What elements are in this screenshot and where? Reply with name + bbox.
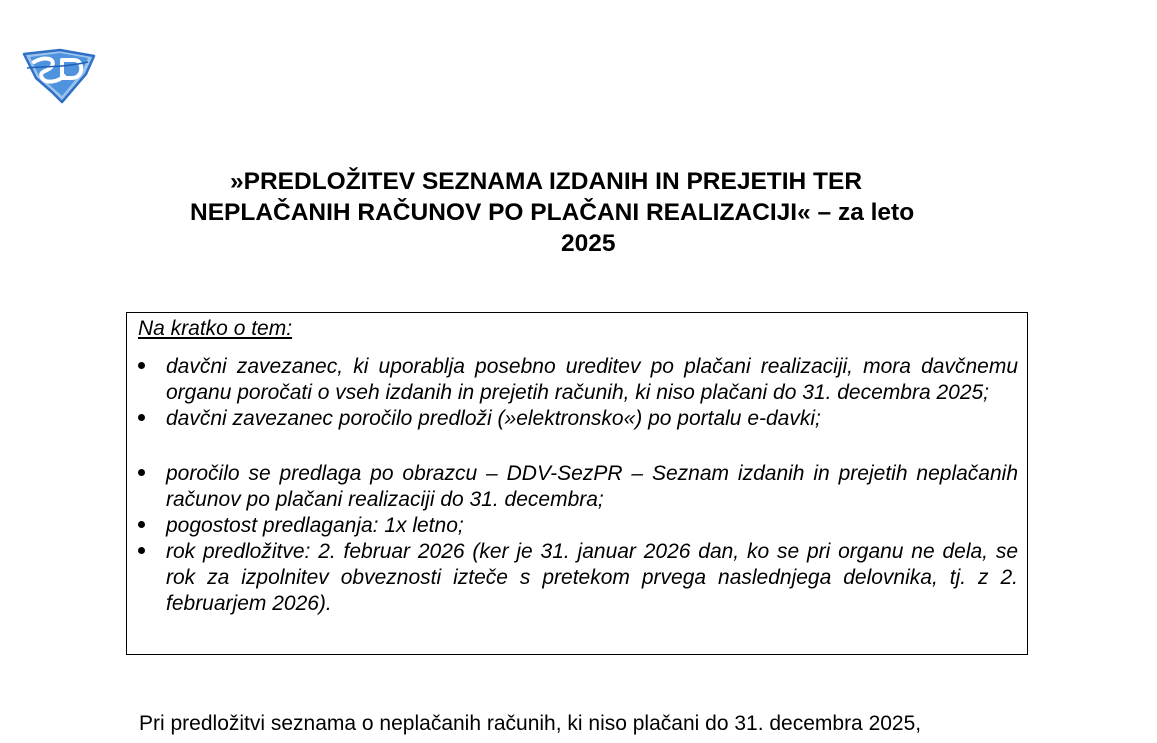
summary-box xyxy=(126,312,1028,655)
summary-list xyxy=(127,354,1027,617)
bullet-icon xyxy=(138,521,145,528)
list-item xyxy=(127,461,1027,513)
company-logo xyxy=(22,48,96,104)
bullet-icon xyxy=(138,469,145,476)
bullet-icon xyxy=(138,414,145,421)
title-line-2: NEPLAČANIH RAČUNOV PO PLAČANI REALIZACIJI« – za leto xyxy=(190,199,915,226)
list-item xyxy=(127,513,1027,539)
list-item xyxy=(127,539,1027,617)
list-item xyxy=(127,354,1027,406)
bullet-icon xyxy=(138,362,145,369)
list-item xyxy=(127,406,1027,432)
list-item-text: rok predložitve: 2. februar 2026 (ker je 31. januar 2026 dan, ko se pri organu ne dela, se rok za izpolnitev obveznosti izteče s pretekom prvega naslednjega delovnika, tj. z 2. februarjem 2026). xyxy=(166,540,1018,615)
sd-shield-logo-icon xyxy=(22,48,96,104)
document-title xyxy=(150,166,1080,259)
title-line-1: »PREDLOŽITEV SEZNAMA IZDANIH IN PREJETIH TER xyxy=(230,168,863,195)
list-item-text: davčni zavezanec, ki uporablja posebno ureditev po plačani realizaciji, mora davčnemu organu poročati o vseh izdanih in prejetih računih, ki niso plačani do 31. decembra 2025; xyxy=(166,355,1018,404)
body-paragraph: Pri predložitvi seznama o neplačanih računih, ki niso plačani do 31. decembra 2025, xyxy=(139,712,922,735)
list-item-text: poročilo se predlaga po obrazcu – DDV-SezPR – Seznam izdanih in prejetih neplačanih računov po plačani realizaciji do 31. decembra; xyxy=(166,462,1018,511)
list-item-text: davčni zavezanec poročilo predloži (»elektronsko«) po portalu e-davki; xyxy=(166,407,821,430)
summary-heading: Na kratko o tem: xyxy=(138,317,293,340)
title-line-3: 2025 xyxy=(561,230,616,257)
bullet-icon xyxy=(138,547,145,554)
list-item-text: pogostost predlaganja: 1x letno; xyxy=(166,514,464,537)
